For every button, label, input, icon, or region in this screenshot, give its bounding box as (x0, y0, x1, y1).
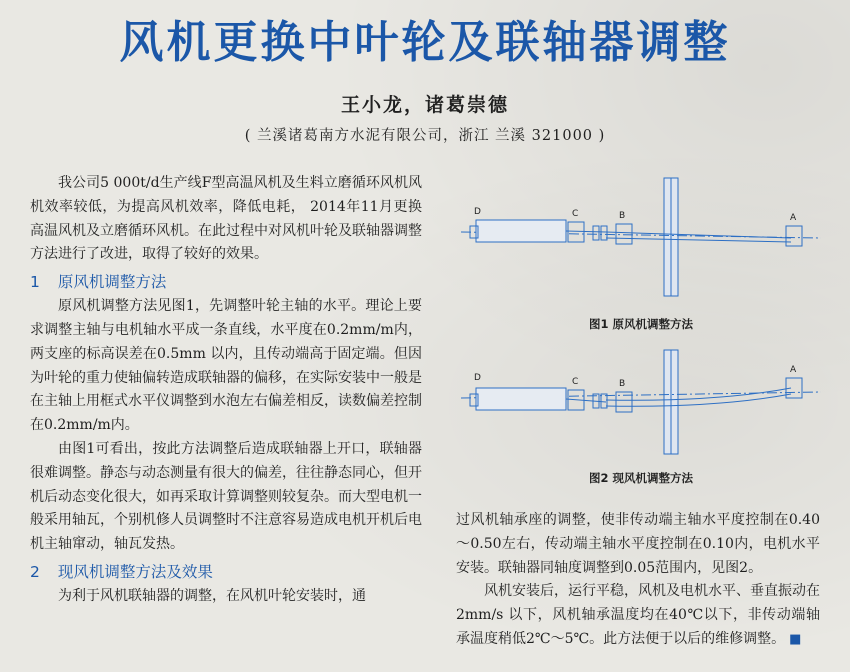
section-1-title: 原风机调整方法 (57, 273, 167, 292)
fig2-label-c: C (572, 377, 579, 387)
section-1-heading (30, 269, 422, 295)
figure-2-diagram (456, 348, 826, 478)
section-2-paragraph-2-text: 风机安装后，运行平稳，风机及电机水平、垂直振动在2mm/s 以下，风机轴承温度均在40℃以下，非传动端轴承温度稍低2℃～5℃。此方法便于以后的维修调整。 (456, 583, 820, 647)
figure-1-caption: 图1 原风机调整方法 (588, 317, 693, 331)
end-mark-icon: ■ (789, 631, 802, 647)
article-title: 风机更换中叶轮及联轴器调整 (119, 17, 731, 68)
fig1-label-a: A (790, 213, 797, 223)
section-1-number: 1 (30, 273, 40, 292)
section-2-paragraph-2 (456, 580, 820, 651)
article-affiliation: ( 兰溪诸葛南方水泥有限公司，浙江 兰溪 321000 ) (244, 128, 606, 144)
article-authors: 王小龙，诸葛崇德 (340, 94, 509, 116)
section-2-paragraph-1: 为利于风机联轴器的调整，在风机叶轮安装时，通 (58, 587, 366, 604)
section-2-paragraph-continued: 过风机轴承座的调整，使非传动端主轴水平度控制在0.40～0.50左右，传动端主轴水平度控制在0.10内，电机水平安装。联轴器同轴度调整到0.05范围内，见图2。 (456, 512, 820, 576)
fig2-label-b: B (619, 379, 626, 389)
fig2-label-a: A (790, 365, 797, 375)
section-1-paragraph-1: 原风机调整方法见图1，先调整叶轮主轴的水平。理论上要求调整主轴与电机轴水平成一条直线，水平度在0.2mm/m内，两支座的标高误差在0.5mm 以内，且传动端高于固定端。但因为叶轮的重力使轴偏转造成联轴器的偏移，在实际安装中一般是在主轴上用框式水平仪调整到水泡左右偏差相反，读数偏差控制在0.2mm/m内。 (30, 298, 422, 434)
right-column (456, 509, 820, 652)
fig1-label-c: C (572, 209, 579, 219)
intro-paragraph: 我公司5 000t/d生产线F型高温风机及生料立磨循环风机风机效率较低，为提高风机效率，降低电耗， 2014年11月更换高温风机及立磨循环风机。在此过程中对风机叶轮及联轴器调整方法进行了改进，取得了较好的效果。 (30, 175, 422, 263)
figure-1-diagram (456, 176, 826, 326)
fig2-label-d: D (474, 373, 481, 383)
section-1-paragraph-2: 由图1可看出，按此方法调整后造成联轴器上开口，联轴器很难调整。静态与动态测量有很大的偏差，往往静态同心，但开机后动态变化很大，如再采取计算调整则较复杂。而大型电机一般采用轴瓦，个别机修人员调整时不注意容易造成电机开机后电机主轴窜动，轴瓦发热。 (30, 440, 422, 553)
motor-shape (476, 388, 566, 410)
left-column (30, 172, 422, 609)
fig1-label-b: B (619, 211, 626, 221)
section-2-title: 现风机调整方法及效果 (57, 562, 213, 581)
motor-shape (476, 220, 566, 242)
figure-2-caption: 图2 现风机调整方法 (588, 471, 693, 485)
section-2-heading (30, 559, 422, 585)
fig1-label-d: D (474, 207, 481, 217)
section-2-number: 2 (30, 562, 40, 581)
